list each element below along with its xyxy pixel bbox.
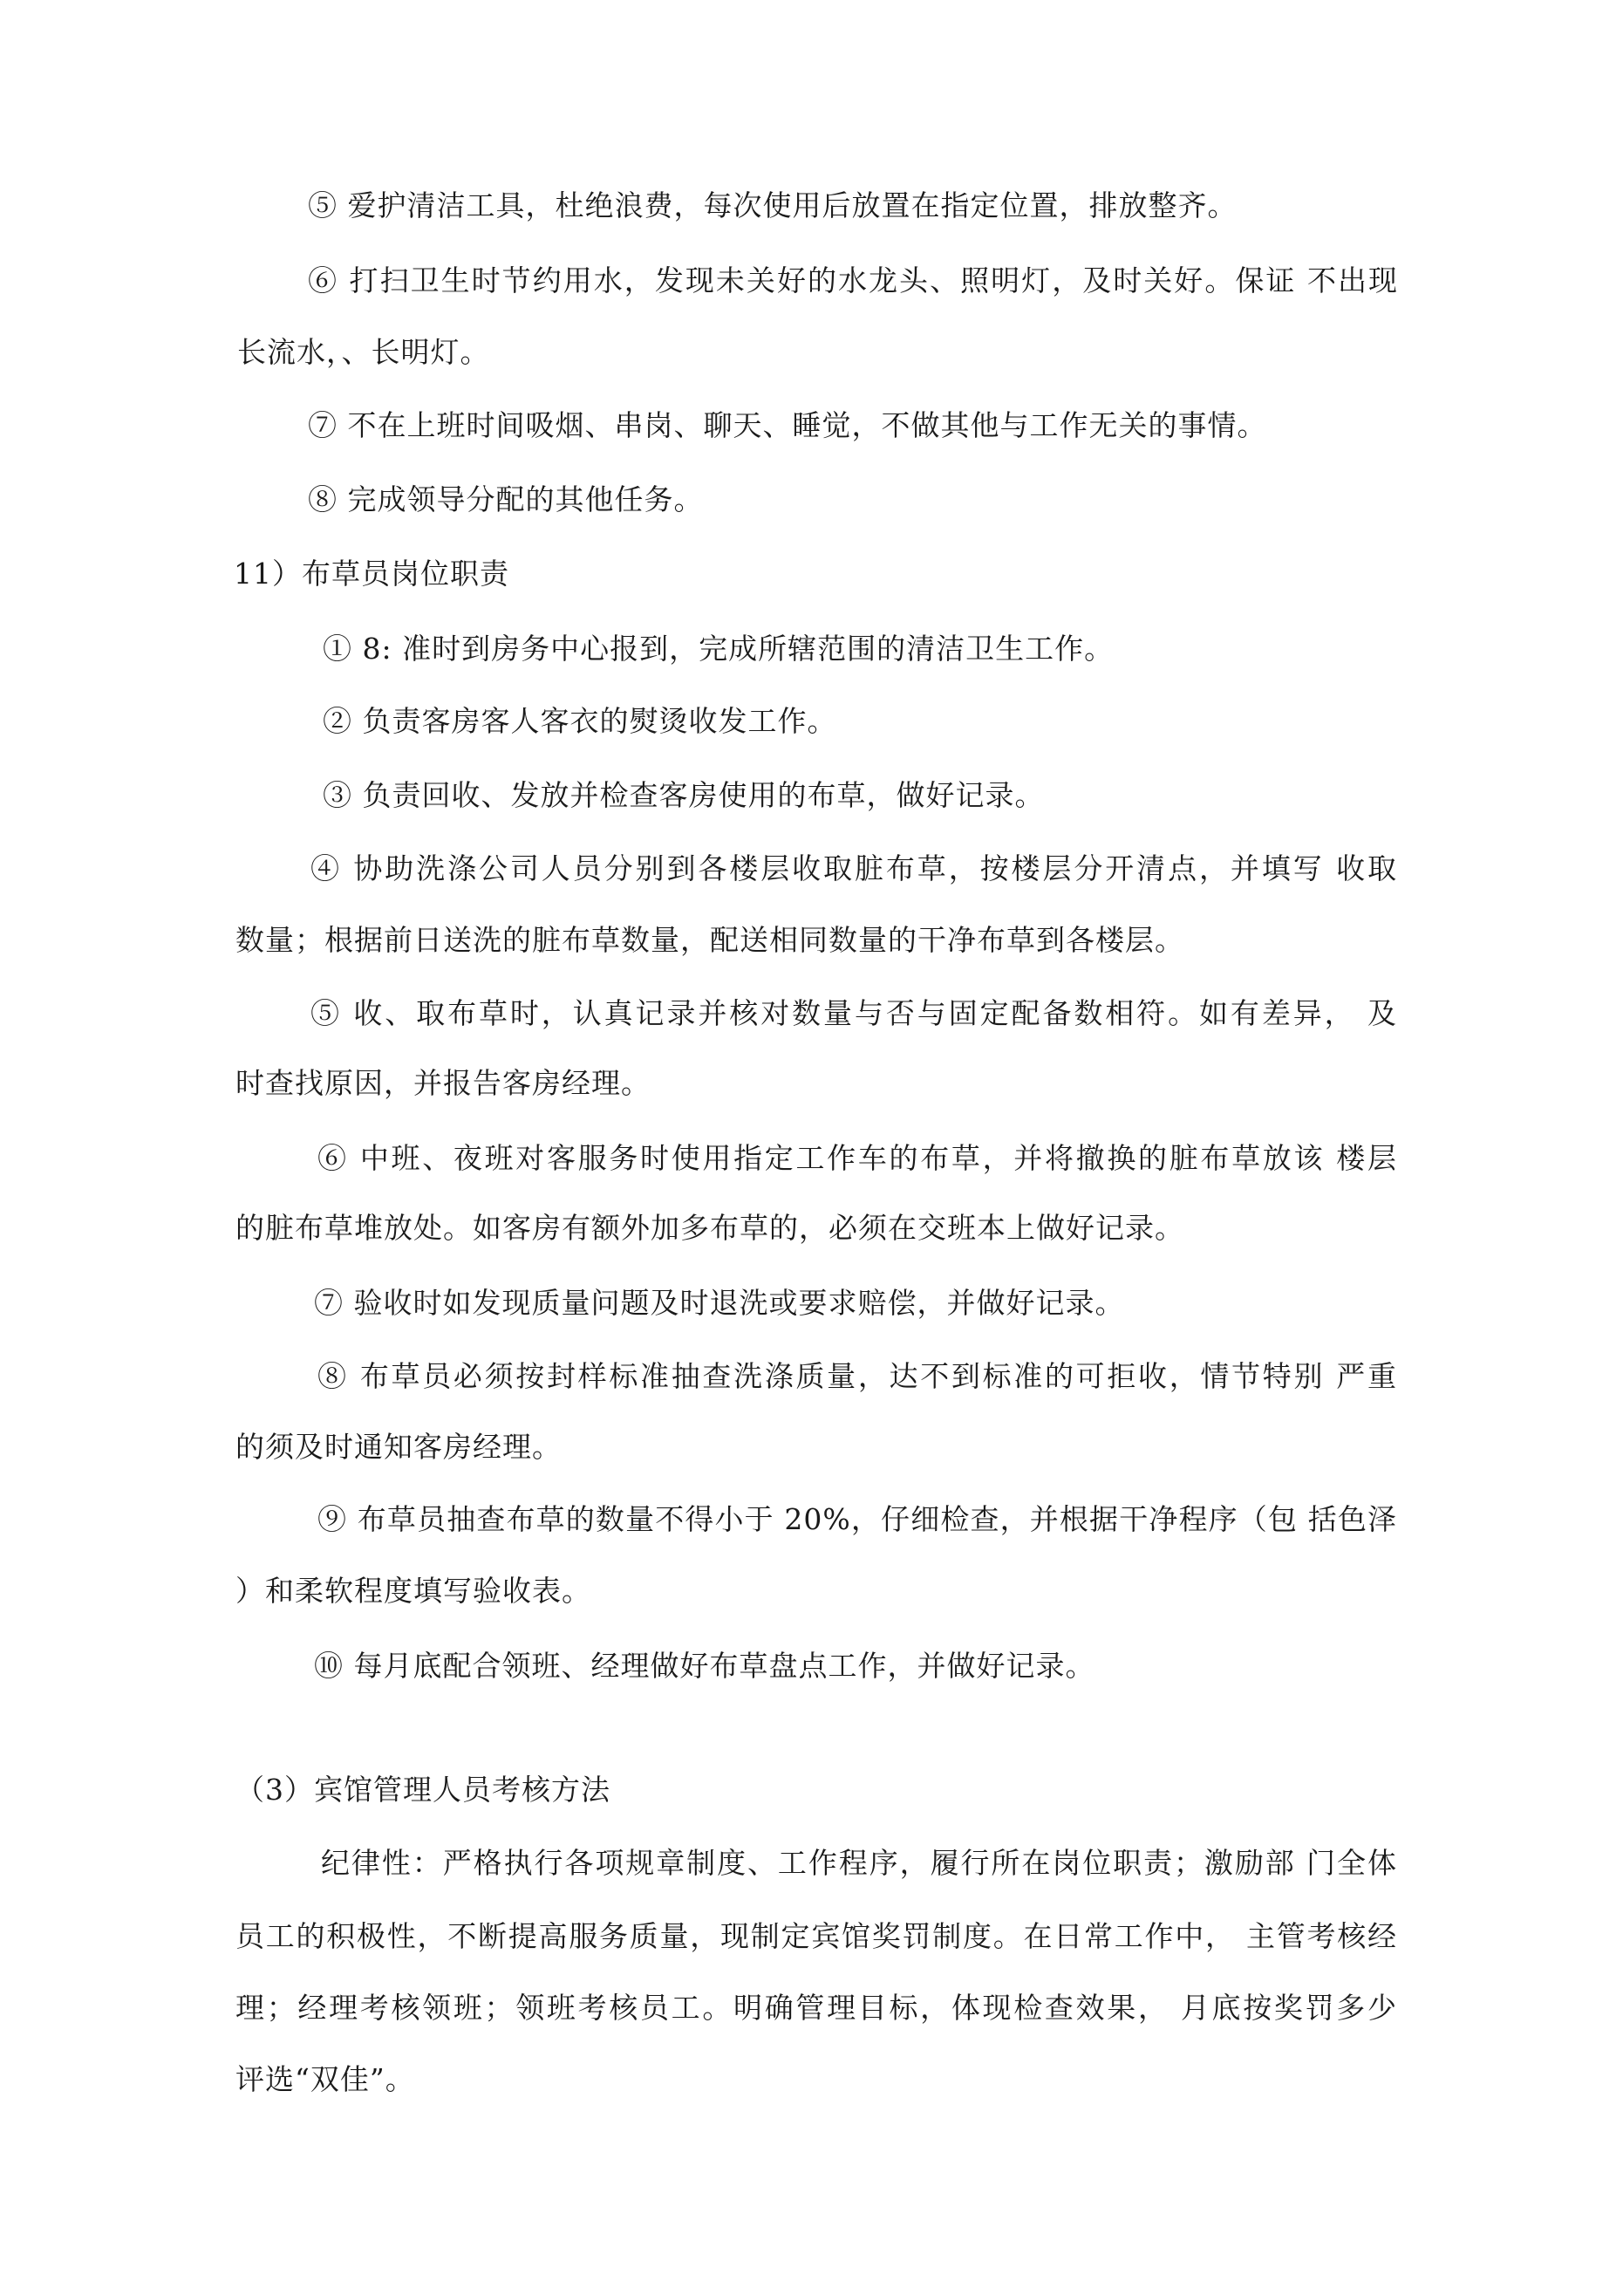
text-line: ⑧ 完成领导分配的其他任务。 bbox=[308, 482, 704, 516]
text-line: 时查找原因，并报告客房经理。 bbox=[235, 1066, 651, 1100]
text-line: 长流水，、长明灯。 bbox=[237, 335, 490, 369]
text-line: ⑦ 不在上班时间吸烟、串岗、聊天、睡觉，不做其他与工作无关的事情。 bbox=[308, 408, 1267, 442]
text-line: ① 8: 准时到房务中心报到，完成所辖范围的清洁卫生工作。 bbox=[323, 632, 1115, 666]
text-line: ⑨ 布草员抽查布草的数量不得小于 20%，仔细检查，并根据干净程序（包 括色泽 bbox=[317, 1502, 1397, 1536]
text-line: 纪律性：严格执行各项规章制度、工作程序，履行所在岗位职责；激励部 门全体 bbox=[321, 1846, 1397, 1880]
text-line: ⑩ 每月底配合领班、经理做好布草盘点工作，并做好记录。 bbox=[314, 1649, 1095, 1683]
text-line: ③ 负责回收、发放并检查客房使用的布草，做好记录。 bbox=[323, 778, 1045, 812]
text-line: ⑤ 爱护清洁工具，杜绝浪费，每次使用后放置在指定位置，排放整齐。 bbox=[308, 188, 1238, 222]
text-line: 的脏布草堆放处。如客房有额外加多布草的，必须在交班本上做好记录。 bbox=[235, 1211, 1184, 1245]
section-heading: 11）布草员岗位职责 bbox=[234, 557, 509, 591]
section-heading: （3）宾馆管理人员考核方法 bbox=[235, 1773, 610, 1807]
text-line: ）和柔软程度填写验收表。 bbox=[235, 1574, 591, 1608]
text-line: ⑦ 验收时如发现质量问题及时退洗或要求赔偿，并做好记录。 bbox=[314, 1286, 1125, 1320]
text-line: ② 负责客房客人客衣的熨烫收发工作。 bbox=[323, 704, 837, 738]
text-line: 员工的积极性，不断提高服务质量，现制定宾馆奖罚制度。在日常工作中， 主管考核经 bbox=[235, 1919, 1397, 1953]
text-line: 评选“双佳”。 bbox=[235, 2062, 415, 2096]
text-line: ⑧ 布草员必须按封样标准抽查洗涤质量，达不到标准的可拒收，情节特别 严重 bbox=[317, 1359, 1397, 1393]
text-line: ⑤ 收、取布草时，认真记录并核对数量与否与固定配备数相符。如有差异， 及 bbox=[310, 996, 1397, 1030]
text-line: ⑥ 中班、夜班对客服务时使用指定工作车的布草，并将撤换的脏布草放该 楼层 bbox=[317, 1141, 1397, 1175]
text-line: 理；经理考核领班；领班考核员工。明确管理目标，体现检查效果， 月底按奖罚多少 bbox=[235, 1991, 1397, 2025]
text-line: ⑥ 打扫卫生时节约用水，发现未关好的水龙头、照明灯，及时关好。保证 不出现 bbox=[308, 263, 1398, 297]
text-line: 的须及时通知客房经理。 bbox=[235, 1430, 562, 1464]
text-line: ④ 协助洗涤公司人员分别到各楼层收取脏布草，按楼层分开清点，并填写 收取 bbox=[310, 851, 1397, 885]
text-line: 数量；根据前日送洗的脏布草数量，配送相同数量的干净布草到各楼层。 bbox=[235, 923, 1184, 957]
